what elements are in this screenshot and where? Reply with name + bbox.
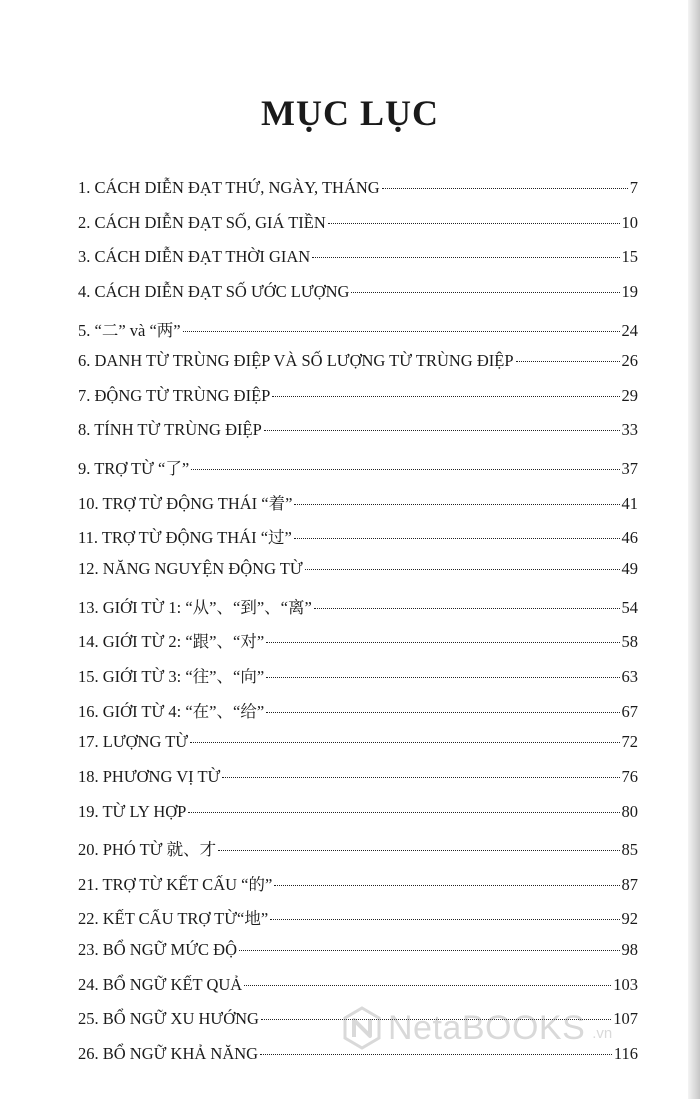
toc-dot-leader	[312, 257, 619, 258]
toc-entry-page: 54	[621, 597, 638, 617]
toc-entry-page: 76	[621, 766, 638, 786]
toc-entry-title: 9. TRỢ TỪ “了”	[78, 459, 190, 479]
toc-dot-leader	[218, 850, 619, 851]
toc-entry	[78, 594, 638, 629]
toc-entry	[78, 524, 638, 559]
toc-dot-leader	[266, 712, 619, 713]
toc-dot-leader	[274, 885, 619, 886]
toc-entry-title: 13. GIỚI TỪ 1: “从”、“到”、“离”	[78, 597, 312, 617]
watermark	[342, 1006, 612, 1050]
toc-entry-title: 23. BỔ NGỮ MỨC ĐỘ	[78, 940, 237, 960]
toc-entry-title: 24. BỔ NGỮ KẾT QUẢ	[78, 974, 243, 994]
toc-entry	[78, 802, 638, 837]
toc-dot-leader	[272, 396, 619, 397]
toc-entry-page: 41	[621, 493, 638, 513]
toc-entry-page: 19	[621, 281, 638, 301]
toc-entry-title: 5. “二” và “两”	[78, 320, 181, 340]
toc-entry	[78, 975, 638, 1010]
toc-entry-page: 87	[621, 874, 638, 894]
toc-entry-page: 33	[621, 420, 638, 440]
toc-entry-title: 6. DANH TỪ TRÙNG ĐIỆP VÀ SỐ LƯỢNG TỪ TRÙNG ĐIỆP	[78, 351, 514, 371]
toc-entry-page: 92	[621, 909, 638, 929]
table-of-contents	[78, 178, 638, 1079]
toc-dot-leader	[382, 188, 628, 189]
toc-entry-page: 116	[613, 1044, 638, 1064]
toc-entry-title: 16. GIỚI TỪ 4: “在”、“给”	[78, 701, 265, 721]
toc-entry-page: 37	[621, 459, 638, 479]
toc-entry-page: 85	[621, 840, 638, 860]
toc-entry	[78, 247, 638, 282]
toc-entry-title: 21. TRỢ TỪ KẾT CẤU “的”	[78, 874, 273, 894]
toc-entry-page: 10	[621, 212, 638, 232]
toc-entry	[78, 732, 638, 767]
toc-entry-page: 67	[621, 701, 638, 721]
toc-dot-leader	[190, 742, 619, 743]
toc-entry-title: 18. PHƯƠNG VỊ TỪ	[78, 766, 221, 786]
page-title: MỤC LỤC	[261, 93, 439, 133]
toc-entry-page: 72	[621, 732, 638, 752]
toc-entry-title: 1. CÁCH DIỄN ĐẠT THỨ, NGÀY, THÁNG	[78, 178, 380, 197]
toc-dot-leader	[328, 223, 620, 224]
toc-dot-leader	[270, 919, 619, 920]
toc-entry-page: 26	[621, 351, 638, 371]
toc-entry	[78, 282, 638, 317]
toc-entry-title: 15. GIỚI TỪ 3: “往”、“向”	[78, 666, 265, 686]
toc-entry-page: 7	[629, 178, 638, 197]
toc-entry-title: 10. TRỢ TỪ ĐỘNG THÁI “着”	[78, 493, 293, 513]
toc-entry-title: 14. GIỚI TỪ 2: “跟”、“对”	[78, 632, 265, 652]
toc-entry	[78, 317, 638, 352]
toc-dot-leader	[188, 812, 619, 813]
toc-dot-leader	[260, 1054, 612, 1055]
toc-entry-page: 107	[613, 1009, 638, 1029]
toc-entry-title: 17. LƯỢNG TỪ	[78, 732, 189, 752]
toc-entry-title: 2. CÁCH DIỄN ĐẠT SỐ, GIÁ TIỀN	[78, 212, 326, 232]
toc-dot-leader	[266, 677, 619, 678]
toc-dot-leader	[516, 361, 620, 362]
toc-entry	[78, 871, 638, 906]
toc-entry-title: 12. NĂNG NGUYỆN ĐỘNG TỪ	[78, 559, 303, 579]
toc-entry-title: 25. BỔ NGỮ XU HƯỚNG	[78, 1009, 259, 1029]
toc-dot-leader	[305, 569, 620, 570]
toc-entry	[78, 178, 638, 213]
toc-entry	[78, 836, 638, 871]
toc-entry	[78, 213, 638, 248]
toc-entry-title: 8. TÍNH TỪ TRÙNG ĐIỆP	[78, 420, 262, 440]
watermark-suffix: .vn	[592, 1025, 613, 1042]
toc-entry-page: 103	[613, 974, 638, 994]
watermark-text: NetaBOOKS	[388, 1008, 586, 1047]
toc-entry	[78, 663, 638, 698]
toc-entry-title: 4. CÁCH DIỄN ĐẠT SỐ ƯỚC LƯỢNG	[78, 281, 350, 301]
toc-entry	[78, 420, 638, 455]
netabooks-logo-icon	[342, 1006, 382, 1050]
toc-entry	[78, 628, 638, 663]
toc-entry	[78, 767, 638, 802]
toc-entry	[78, 905, 638, 940]
page-edge-shadow	[688, 0, 700, 1099]
toc-entry-page: 80	[621, 801, 638, 821]
toc-entry	[78, 940, 638, 975]
toc-entry	[78, 698, 638, 733]
toc-entry-page: 63	[621, 666, 638, 686]
toc-dot-leader	[266, 642, 619, 643]
toc-entry-page: 58	[621, 632, 638, 652]
toc-dot-leader	[244, 985, 611, 986]
toc-entry-page: 98	[621, 940, 638, 960]
toc-entry-title: 7. ĐỘNG TỪ TRÙNG ĐIỆP	[78, 385, 271, 405]
toc-dot-leader	[264, 430, 620, 431]
toc-entry-page: 29	[621, 385, 638, 405]
toc-dot-leader	[314, 608, 620, 609]
toc-entry-title: 22. KẾT CẤU TRỢ TỪ“地”	[78, 909, 269, 929]
toc-entry-title: 3. CÁCH DIỄN ĐẠT THỜI GIAN	[78, 247, 311, 267]
toc-entry	[78, 559, 638, 594]
toc-entry-page: 15	[621, 247, 638, 267]
toc-entry	[78, 490, 638, 525]
toc-dot-leader	[351, 292, 619, 293]
toc-dot-leader	[191, 469, 619, 470]
toc-dot-leader	[222, 777, 619, 778]
toc-entry-page: 46	[621, 528, 638, 548]
toc-entry-title: 20. PHÓ TỪ 就、才	[78, 840, 217, 860]
toc-entry-page: 49	[621, 559, 638, 579]
toc-entry-page: 24	[621, 320, 638, 340]
toc-entry	[78, 455, 638, 490]
toc-entry-title: 26. BỔ NGỮ KHẢ NĂNG	[78, 1044, 259, 1064]
toc-entry	[78, 351, 638, 386]
toc-dot-leader	[294, 504, 619, 505]
toc-dot-leader	[239, 950, 620, 951]
toc-dot-leader	[294, 538, 620, 539]
toc-entry-title: 11. TRỢ TỪ ĐỘNG THÁI “过”	[78, 528, 292, 548]
toc-entry-title: 19. TỪ LY HỢP	[78, 801, 187, 821]
toc-dot-leader	[183, 331, 620, 332]
toc-entry	[78, 386, 638, 421]
